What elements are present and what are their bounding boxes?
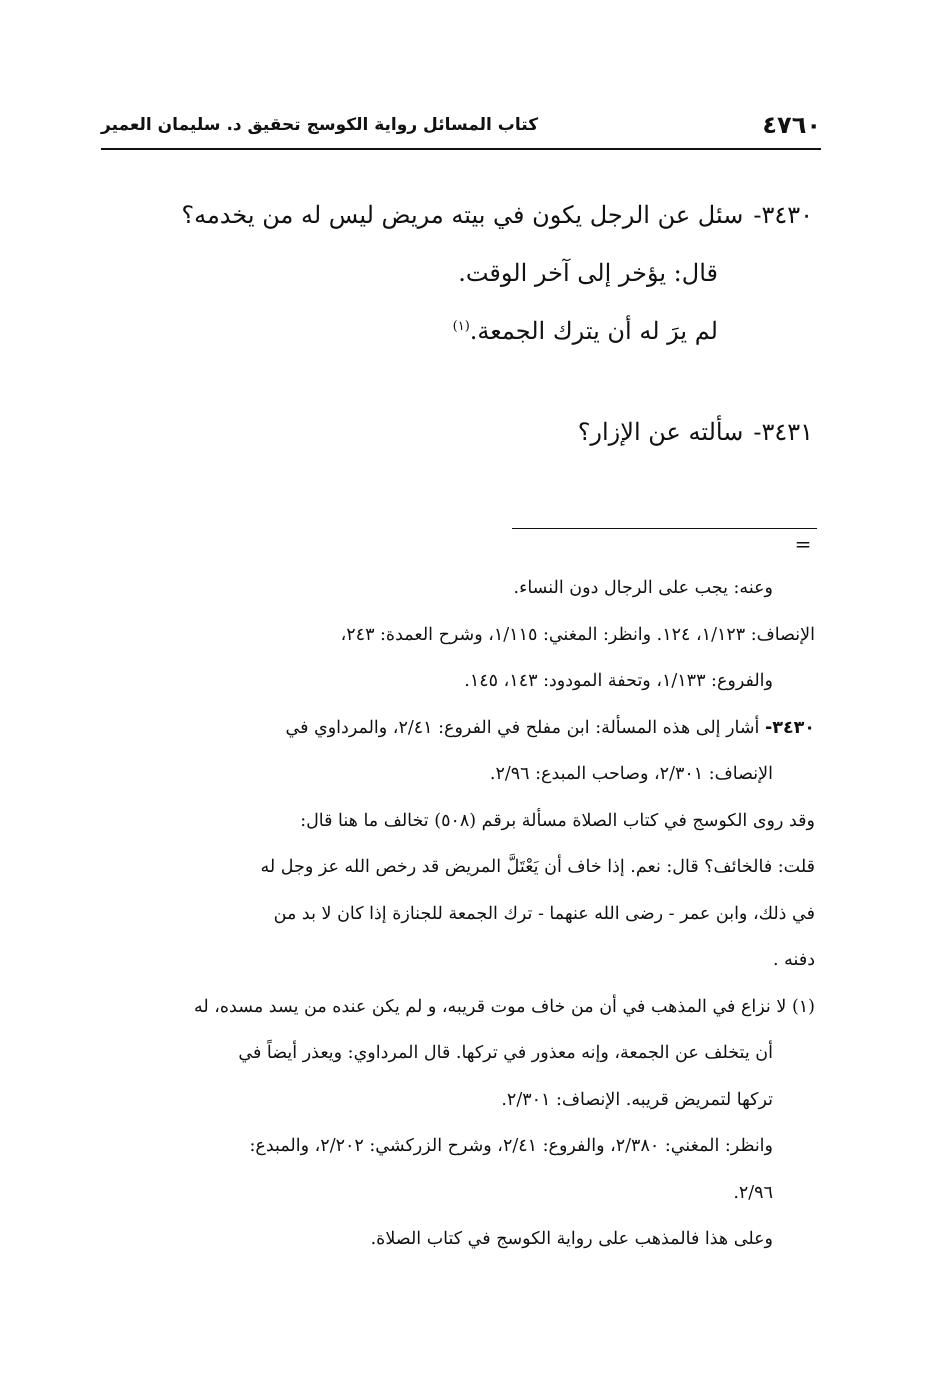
header-rule — [101, 148, 821, 150]
footnote-line: ٢/٩٦. — [733, 1182, 773, 1203]
entry-3431 — [123, 403, 813, 461]
footnote-reference: (١) — [452, 319, 470, 334]
footnote-line: وقد روى الكوسج في كتاب الصلاة مسألة برقم (٥٠٨) تخالف ما هنا قال: — [300, 810, 815, 831]
footnote-line: وانظر: المغني: ٢/٣٨٠، والفروع: ٢/٤١، وشرح الزركشي: ٢/٢٠٢، والمبدع: — [249, 1136, 773, 1156]
footnote-line: قلت: فالخائف؟ قال: نعم. إذا خاف أن يَعْتَلَّ المريض قد رخص الله عز وجل له — [260, 857, 815, 877]
continuation-mark: = — [794, 532, 812, 556]
entry-question-line — [123, 186, 813, 244]
footnote-line: الإنصاف: ٢/٣٠١، وصاحب المبدع: ٢/٩٦. — [489, 764, 773, 784]
note-number: ٣٤٣٠- — [765, 717, 815, 738]
footnote-line: (١) لا نزاع في المذهب في أن من خاف موت قريبه، و لم يكن عنده من يسد مسده، له — [193, 996, 815, 1017]
footnote-line: والفروع: ١/١٣٣، وتحفة المودود: ١٤٣، ١٤٥. — [464, 671, 773, 691]
entry-3430 — [123, 186, 813, 360]
footnote-line: ٣٤٣٠- أشار إلى هذه المسألة: ابن مفلح في الفروع: ٢/٤١، والمرداوي في — [285, 717, 815, 738]
page-header — [101, 104, 821, 146]
footnotes — [99, 565, 815, 1263]
page-number: ٤٧٦٠ — [762, 111, 821, 139]
entry-question-line — [123, 403, 813, 461]
footnote-line: وعنه: يجب على الرجال دون النساء. — [513, 578, 773, 598]
footnote-separator — [512, 528, 817, 529]
footnote-line: الإنصاف: ١/١٢٣، ١٢٤. وانظر: المغني: ١/١١٥، وشرح العمدة: ٢٤٣، — [340, 624, 815, 645]
entry-question: سألته عن الإزار؟ — [577, 418, 744, 446]
footnote-line: وعلى هذا فالمذهب على رواية الكوسج في كتاب الصلاة. — [370, 1229, 773, 1249]
running-title: كتاب المسائل رواية الكوسج تحقيق د. سليمان العمير — [101, 115, 539, 135]
footnote-line: في ذلك، وابن عمر - رضى الله عنهما - ترك الجمعة للجنازة إذا كان لا بد من — [273, 903, 815, 924]
footnote-line: أن يتخلف عن الجمعة، وإنه معذور في تركها. قال المرداوي: ويعذر أيضاً في — [238, 1043, 773, 1063]
entry-answer-line: قال: يؤخر إلى آخر الوقت. — [458, 259, 718, 287]
entry-answer-line: لم يرَ له أن يترك الجمعة.$^{(١)}$ — [452, 317, 718, 345]
footnote-line: دفنه . — [773, 950, 815, 970]
entry-question: سئل عن الرجل يكون في بيته مريض ليس له من يخدمه؟ — [181, 201, 744, 229]
entry-number: ٣٤٣٠- — [753, 201, 813, 229]
footnote-line: تركها لتمريض قريبه. الإنصاف: ٢/٣٠١. — [501, 1089, 773, 1110]
footnote-marker: (١) — [791, 996, 815, 1017]
entry-number: ٣٤٣١- — [753, 418, 813, 446]
